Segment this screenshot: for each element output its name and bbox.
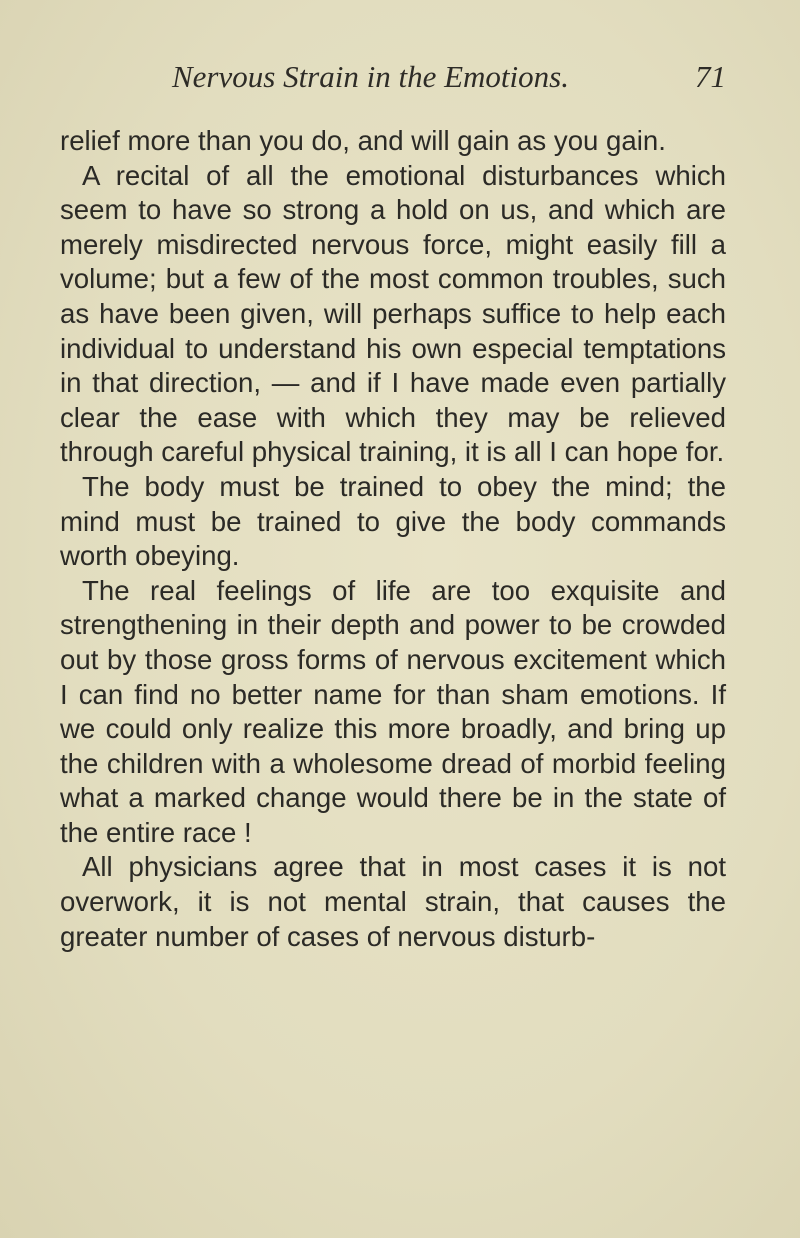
- paragraph: The real feelings of life are too exquisite and strengthening in their depth and power to be crowded out by those gross forms of nervous excitement which I can find no better name for than sham emotions. If we could only realize this more broadly, and bring up the children with a wholesome dread of morbid feeling what a marked change would there be in the state of the entire race !: [60, 574, 726, 848]
- paragraph: A recital of all the emotional disturbances which seem to have so strong a hold on us, and which are merely misdirected nervous force, might easily fill a volume; but a few of the most common troubles, such as have been given, will perhaps suffice to help each individual to understand his own especial temptations in that direction, — and if I have made even partially clear the ease with which they may be relieved through careful physical training, it is all I can hope for.: [60, 159, 726, 468]
- running-head: [172, 54, 726, 100]
- paragraph: The body must be trained to obey the mind; the mind must be trained to give the body commands worth obeying.: [60, 470, 726, 572]
- paragraph: All physicians agree that in most cases it is not overwork, it is not mental strain, that causes the greater number of cases of nervous disturb-: [60, 851, 726, 952]
- running-title: Nervous Strain in the Emotions.: [172, 59, 569, 94]
- page-number: 71: [695, 59, 726, 94]
- body-text: [60, 124, 726, 954]
- paragraph: relief more than you do, and will gain as you gain.: [60, 125, 666, 156]
